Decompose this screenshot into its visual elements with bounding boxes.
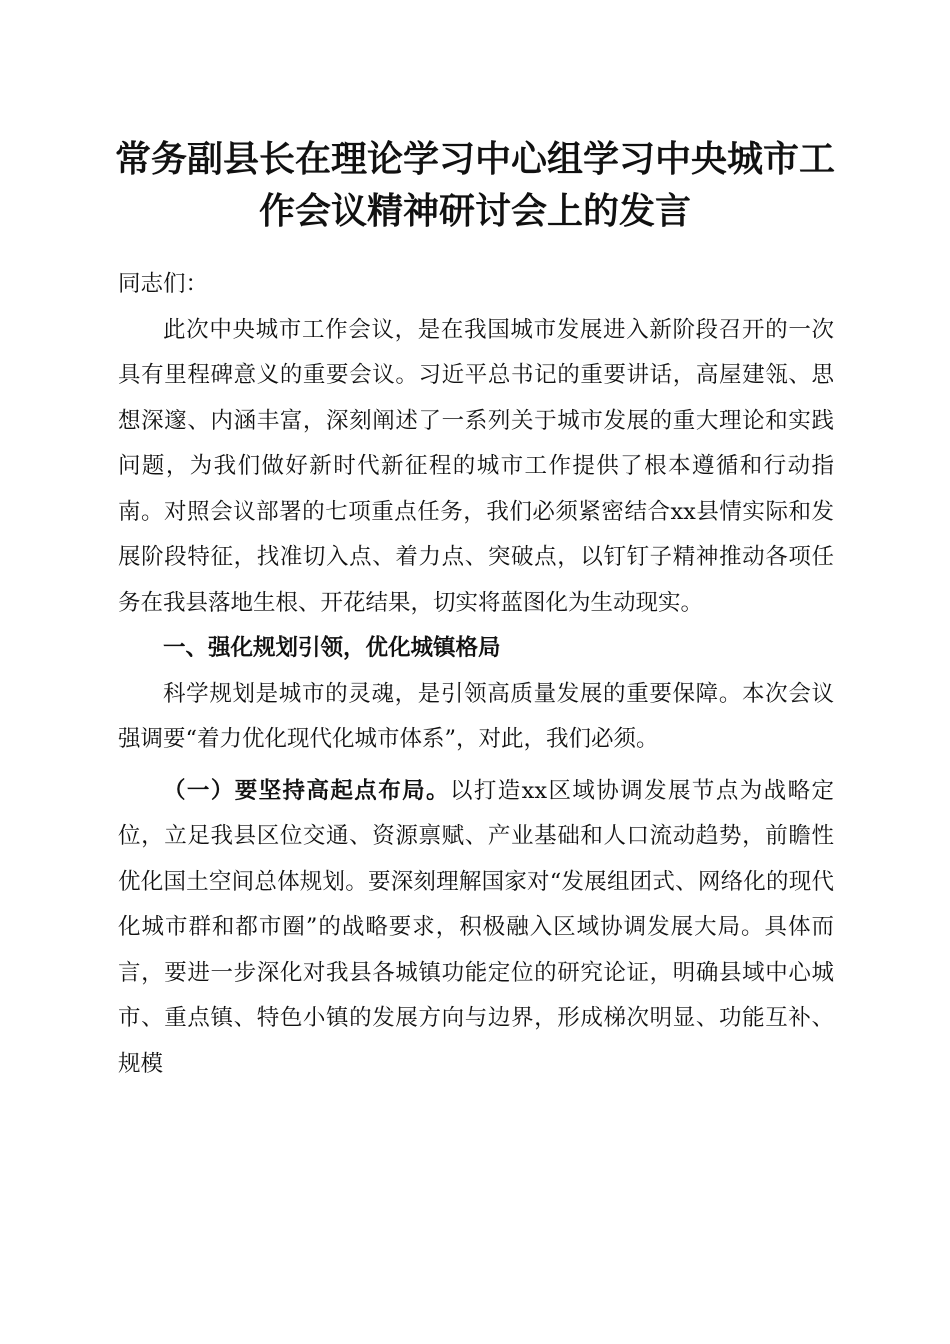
section-heading: 一、强化规划引领，优化城镇格局 — [163, 635, 501, 661]
intro-paragraph: 此次中央城市工作会议，是在我国城市发展进入新阶段召开的一次具有里程碑意义的重要会议。习近平总书记的重要讲话，高屋建瓴、思想深邃、内涵丰富，深刻阐述了一系列关于城市发展的重大理论和实践问题，为我们做好新时代新征程的城市工作提供了根本遵循和行动指南。对照会议部署的七项重点任务，我们必须紧密结合xx县情实际和发展阶段特征，找准切入点、着力点、突破点，以钉钉子精神推动各项任务在我县落地生根、开花结果，切实将蓝图化为生动现实。 — [118, 316, 834, 616]
subsection-paragraph — [118, 769, 834, 1088]
document-body — [118, 262, 834, 1087]
section-paragraph: 科学规划是城市的灵魂，是引领高质量发展的重要保障。本次会议强调要“着力优化现代化城市体系”，对此，我们必须。 — [118, 680, 834, 752]
subsection-heading: （一）要坚持高起点布局。 — [163, 777, 450, 804]
greeting: 同志们： — [118, 271, 209, 297]
subsection-text: 以打造xx区域协调发展节点为战略定位，立足我县区位交通、资源禀赋、产业基础和人口流动趋势，前瞻性优化国土空间总体规划。要深刻理解国家对“发展组团式、网络化的现代化城市群和都市圈”的战略要求，积极融入区域协调发展大局。具体而言，要进一步深化对我县各城镇功能定位的研究论证，明确县域中心城市、重点镇、特色小镇的发展方向与边界，形成梯次明显、功能互补、规模 — [118, 777, 834, 1077]
document-title: 常务副县长在理论学习中心组学习中央城市工作会议精神研讨会上的发言 — [114, 138, 835, 232]
